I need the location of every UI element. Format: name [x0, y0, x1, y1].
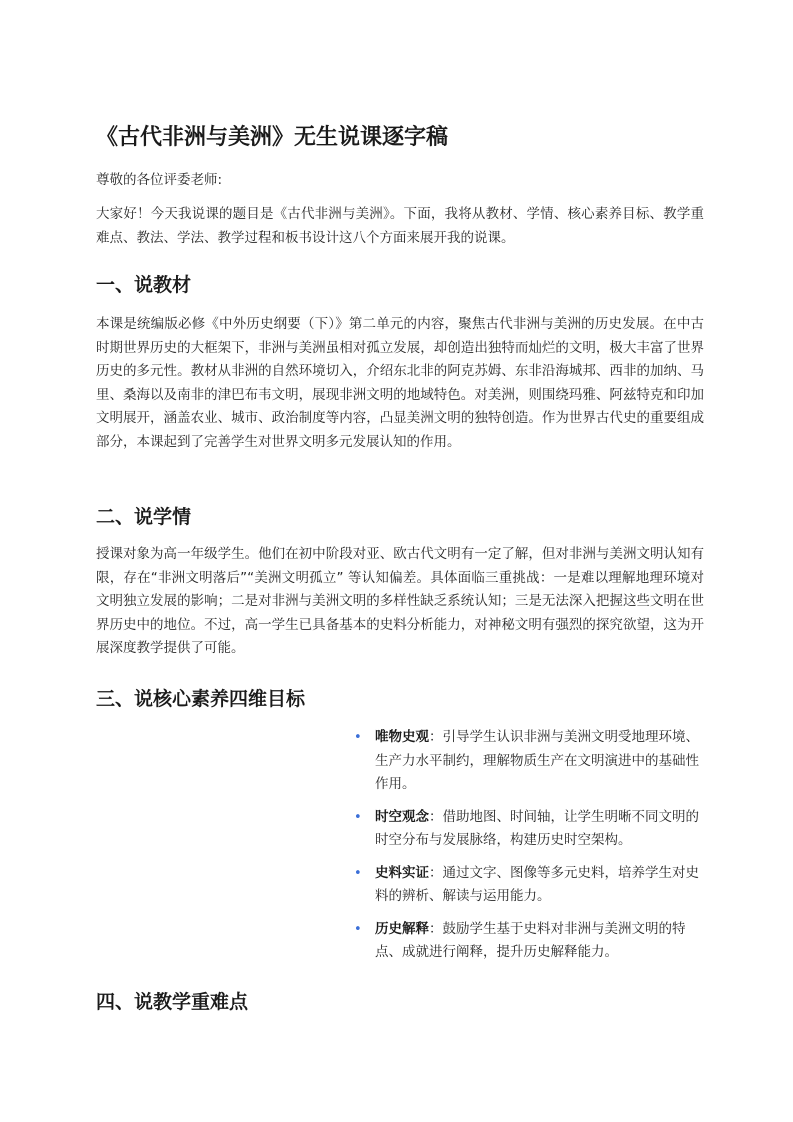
goal-term: 时空观念	[375, 808, 429, 825]
bullet-icon: •	[354, 865, 362, 881]
greeting: 尊敬的各位评委老师:	[96, 172, 223, 188]
goal-item-interpretation	[352, 918, 704, 965]
bullet-icon: •	[354, 730, 362, 745]
goal-text: 引导学生认识非洲与美洲文明受地理环境、生产力水平制约，理解物质生产在文明演进中的基础性作用。	[375, 729, 699, 792]
goal-term: 史料实证	[375, 864, 429, 881]
goal-item-materialism	[352, 726, 704, 797]
textbook-paragraph: 本课是统编版必修《中外历史纲要（下）》第二单元的内容，聚焦古代非洲与美洲的历史发展。在中古时期世界历史的大框架下，非洲与美洲虽相对孤立发展，却创造出独特而灿烂的文明，极大丰富了世界历史的多元性。教材从非洲的自然环境切入，介绍东北非的阿克苏姆、东非沿海城邦、西非的加纳、马里、桑海以及南非的津巴布韦文明，展现非洲文明的地域特色。对美洲，则围绕玛雅、阿兹特克和印加文明展开，涵盖农业、城市、政治制度等内容，凸显美洲文明的独特创造。作为世界古代史的重要组成部分，本课起到了完善学生对世界文明多元发展认知的作用。	[96, 316, 704, 450]
goal-item-evidence	[352, 862, 704, 909]
goal-item-time-space	[352, 806, 704, 853]
goal-term: 唯物史观	[375, 729, 429, 745]
goal-separator: ：	[429, 864, 443, 881]
section-heading-textbook: 一、说教材	[96, 274, 192, 296]
goal-text: 借助地图、时间轴，让学生明晰不同文明的时空分布与发展脉络，构建历史时空架构。	[375, 808, 699, 848]
section-heading-difficulties: 四、说教学重难点	[96, 991, 249, 1013]
bullet-icon: •	[354, 921, 362, 937]
section-heading-students: 二、说学情	[96, 506, 192, 528]
goal-separator: ：	[429, 729, 443, 745]
document-title: 《古代非洲与美洲》无生说课逐字稿	[96, 125, 449, 150]
intro-paragraph: 大家好！今天我说课的题目是《古代非洲与美洲》。下面，我将从教材、学情、核心素养目标、教学重难点、教法、学法、教学过程和板书设计这八个方面来展开我的说课。	[96, 206, 704, 246]
goal-separator: ：	[429, 808, 443, 825]
goals-list	[352, 726, 704, 974]
students-paragraph: 授课对象为高一年级学生。他们在初中阶段对亚、欧古代文明有一定了解，但对非洲与美洲文明认知有限，存在“非洲文明落后”“美洲文明孤立” 等认知偏差。具体面临三重挑战：一是难以理解地理环境对文明独立发展的影响；二是对非洲与美洲文明的多样性缺乏系统认知；三是无法深入把握这些文明在世界历史中的地位。不过，高一学生已具备基本的史料分析能力，对神秘文明有强烈的探究欲望，这为开展深度教学提供了可能。	[96, 546, 704, 656]
goal-text: 鼓励学生基于史料对非洲与美洲文明的特点、成就进行阐释，提升历史解释能力。	[375, 920, 686, 960]
goal-term: 历史解释	[375, 920, 429, 937]
section-heading-goals: 三、说核心素养四维目标	[96, 688, 306, 710]
bullet-icon: •	[354, 809, 362, 825]
goal-text: 通过文字、图像等多元史料，培养学生对史料的辨析、解读与运用能力。	[375, 864, 699, 904]
goal-separator: ：	[429, 920, 443, 937]
